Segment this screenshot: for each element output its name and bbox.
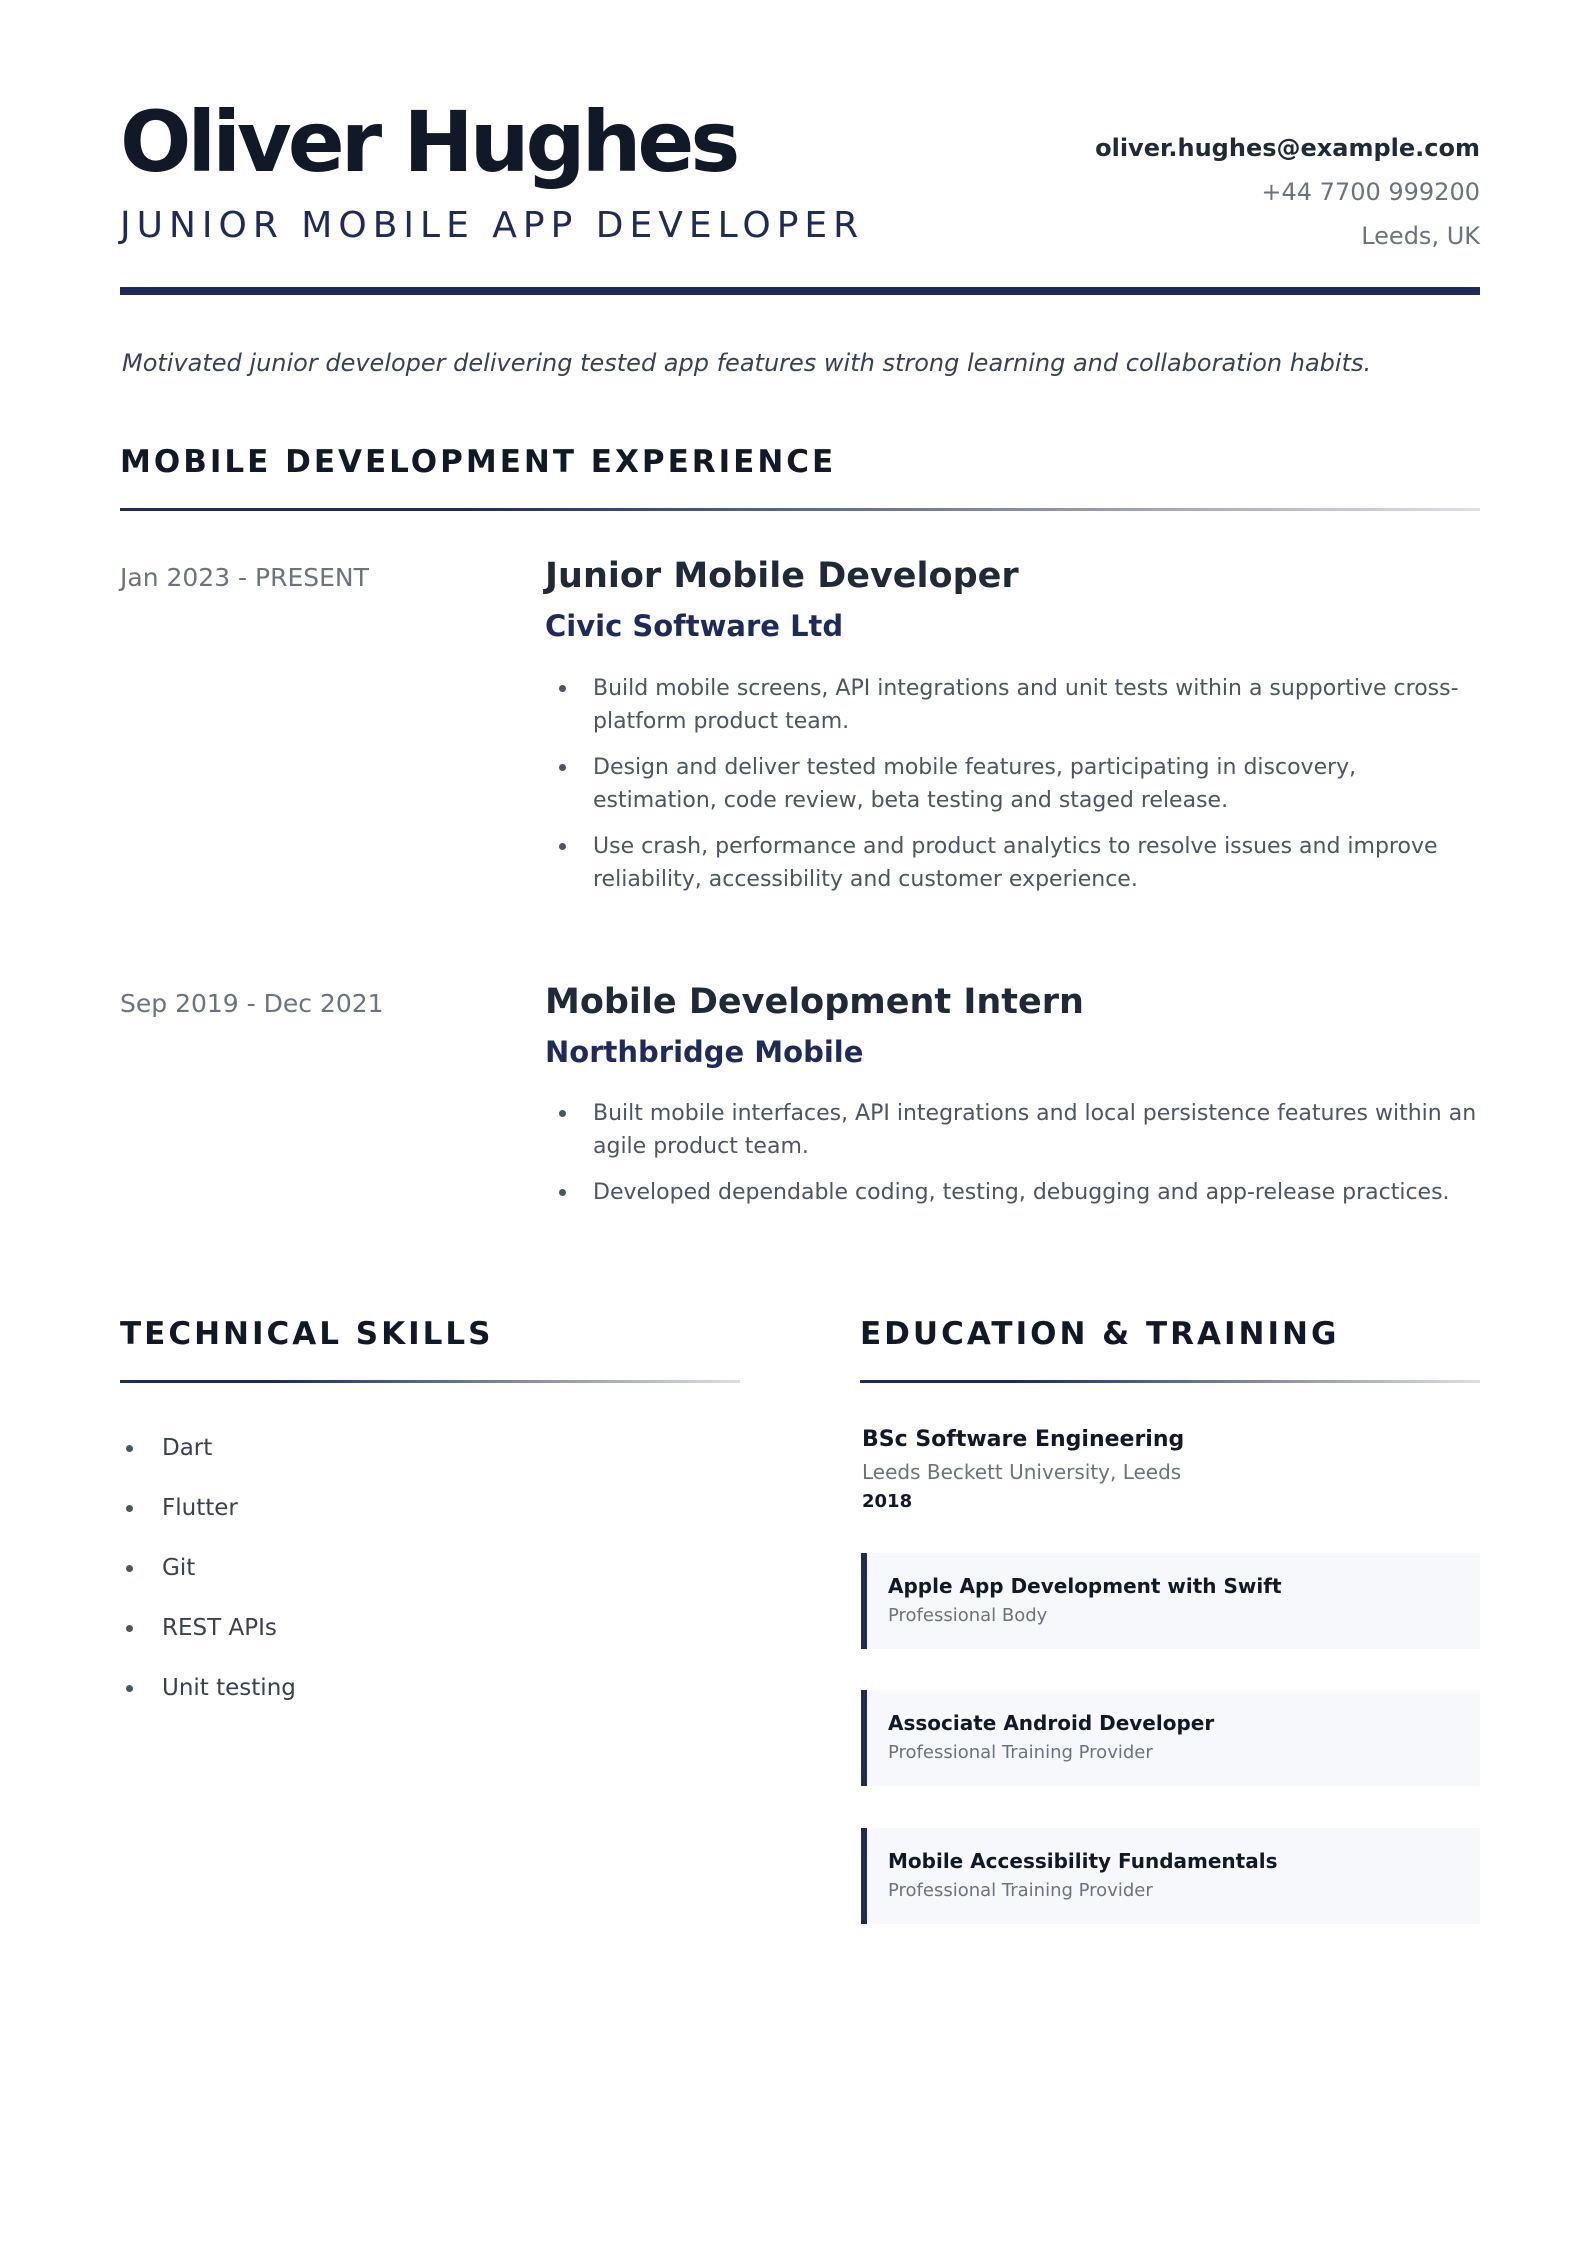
bullet-dot-icon (559, 843, 566, 850)
job-role: Junior Mobile Developer (545, 556, 1019, 596)
certification-card (861, 1553, 1480, 1649)
skills-heading: TECHNICAL SKILLS (120, 1316, 494, 1352)
job-role: Mobile Development Intern (545, 982, 1084, 1022)
job-bullet-text: Use crash, performance and product analytics to resolve issues and improve reliability, accessibility and customer experience. (593, 834, 1438, 892)
contact-block (1095, 130, 1480, 262)
skill-label: Unit testing (162, 1675, 296, 1701)
header-divider (120, 287, 1480, 295)
job-bullet (545, 751, 1480, 817)
skills-list (120, 1430, 296, 1730)
job-bullet (545, 1097, 1480, 1163)
contact-email[interactable]: oliver.hughes@example.com (1095, 134, 1480, 162)
job-title: JUNIOR MOBILE APP DEVELOPER (120, 205, 865, 246)
contact-phone[interactable]: +44 7700 999200 (1261, 178, 1480, 206)
job-company: Civic Software Ltd (545, 609, 844, 643)
job-bullet-list (545, 1097, 1480, 1222)
bullet-dot-icon (126, 1685, 133, 1692)
professional-summary: Motivated junior developer delivering tested app features with strong learning and collaboration habits. (122, 349, 1372, 377)
education-year: 2018 (862, 1491, 913, 1512)
job-bullet-text: Build mobile screens, API integrations and unit tests within a supportive cross-platform product team. (593, 676, 1459, 734)
certification-card (861, 1690, 1480, 1786)
job-bullet-text: Built mobile interfaces, API integrations and local persistence features within an agile product team. (593, 1101, 1477, 1159)
certification-card (861, 1828, 1480, 1924)
job-bullet-text: Design and deliver tested mobile features, participating in discovery, estimation, code review, beta testing and staged release. (593, 755, 1357, 813)
skill-item (120, 1550, 296, 1610)
bullet-dot-icon (559, 1189, 566, 1196)
job-bullet (545, 1176, 1480, 1209)
bullet-dot-icon (126, 1565, 133, 1572)
bullet-dot-icon (559, 764, 566, 771)
skill-label: Git (162, 1555, 196, 1581)
bullet-dot-icon (126, 1445, 133, 1452)
skill-label: Dart (162, 1435, 213, 1461)
skills-divider (120, 1380, 740, 1383)
bullet-dot-icon (559, 1110, 566, 1117)
bullet-dot-icon (126, 1625, 133, 1632)
job-bullet-text: Developed dependable coding, testing, debugging and app-release practices. (593, 1180, 1450, 1205)
education-heading: EDUCATION & TRAINING (860, 1316, 1340, 1352)
certification-provider: Professional Training Provider (888, 1742, 1153, 1763)
skill-item (120, 1430, 296, 1490)
bullet-dot-icon (559, 685, 566, 692)
job-dates: Jan 2023 - PRESENT (120, 563, 369, 592)
skill-label: REST APIs (162, 1615, 277, 1641)
skill-item (120, 1490, 296, 1550)
job-bullet (545, 830, 1480, 896)
job-bullet (545, 672, 1480, 738)
skill-item (120, 1670, 296, 1730)
skill-label: Flutter (162, 1495, 238, 1521)
job-company: Northbridge Mobile (545, 1035, 864, 1069)
education-school: Leeds Beckett University, Leeds (862, 1460, 1182, 1484)
candidate-name: Oliver Hughes (120, 93, 737, 191)
certification-title: Apple App Development with Swift (888, 1574, 1282, 1598)
skill-item (120, 1610, 296, 1670)
job-bullet-list (545, 672, 1480, 909)
certification-provider: Professional Body (888, 1605, 1048, 1626)
experience-divider (120, 508, 1480, 511)
education-divider (860, 1380, 1480, 1383)
certification-provider: Professional Training Provider (888, 1880, 1153, 1901)
education-degree: BSc Software Engineering (862, 1427, 1185, 1452)
experience-heading: MOBILE DEVELOPMENT EXPERIENCE (120, 444, 837, 480)
certification-title: Associate Android Developer (888, 1711, 1215, 1735)
certification-title: Mobile Accessibility Fundamentals (888, 1849, 1278, 1873)
job-dates: Sep 2019 - Dec 2021 (120, 989, 384, 1018)
bullet-dot-icon (126, 1505, 133, 1512)
contact-location: Leeds, UK (1361, 222, 1480, 250)
